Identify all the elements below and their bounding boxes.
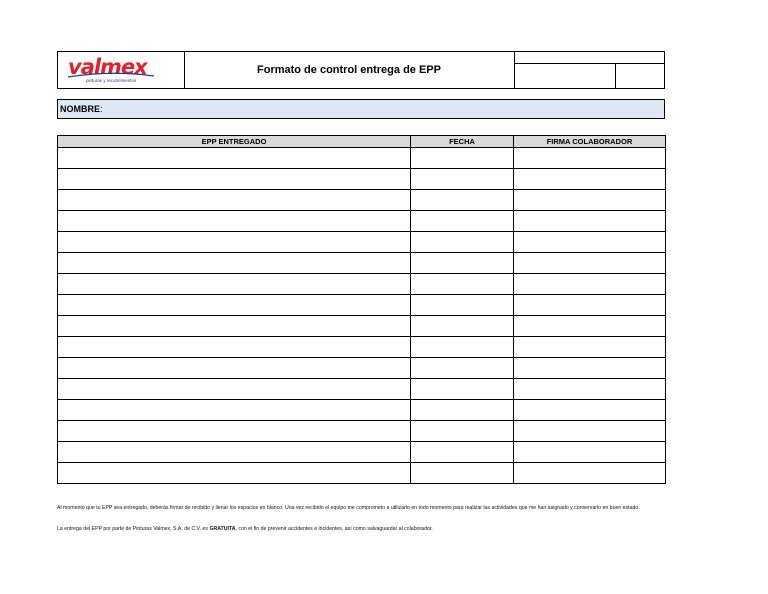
footer-note-2-bold: GRATUITA — [209, 526, 236, 532]
cell-firma[interactable] — [514, 463, 666, 484]
nombre-field[interactable] — [57, 99, 665, 119]
cell-epp[interactable] — [58, 442, 411, 463]
cell-fecha[interactable] — [411, 169, 514, 190]
cell-fecha[interactable] — [411, 295, 514, 316]
table-row — [58, 337, 666, 358]
column-header-firma: FIRMA COLABORADOR — [514, 136, 666, 148]
nombre-colon: : — [100, 104, 103, 114]
cell-epp[interactable] — [58, 232, 411, 253]
logo-tagline: pinturas y recubrimientos — [86, 78, 137, 83]
cell-epp[interactable] — [58, 148, 411, 169]
footer-note-2-post: , con el fin de prevenir accidentes e incidentes, así como salvaguardar al colaborador. — [235, 526, 433, 532]
table-row — [58, 148, 666, 169]
cell-firma[interactable] — [514, 358, 666, 379]
cell-epp[interactable] — [58, 463, 411, 484]
cell-firma[interactable] — [514, 421, 666, 442]
table-row — [58, 232, 666, 253]
epp-table — [57, 135, 666, 484]
table-row — [58, 211, 666, 232]
cell-epp[interactable] — [58, 379, 411, 400]
table-row — [58, 442, 666, 463]
cell-fecha[interactable] — [411, 274, 514, 295]
cell-fecha[interactable] — [411, 463, 514, 484]
cell-firma[interactable] — [514, 400, 666, 421]
cell-epp[interactable] — [58, 358, 411, 379]
cell-firma[interactable] — [514, 337, 666, 358]
cell-epp[interactable] — [58, 253, 411, 274]
cell-firma[interactable] — [514, 316, 666, 337]
table-row — [58, 190, 666, 211]
header-meta-top — [515, 52, 664, 64]
footer-note-1: Al momento que tu EPP sea entregado, deberás firmar de recibido y llenar los espacios en blanco. Una vez recibido el equipo me comprometo a utilizarlo en todo momento para realizar las actividades que me han asignado y conservarlo en buen estado. — [57, 505, 640, 511]
cell-firma[interactable] — [514, 169, 666, 190]
table-row — [58, 379, 666, 400]
cell-epp[interactable] — [58, 295, 411, 316]
table-row — [58, 295, 666, 316]
cell-firma[interactable] — [514, 379, 666, 400]
header-meta-box-2 — [616, 64, 664, 88]
cell-epp[interactable] — [58, 337, 411, 358]
table-row — [58, 274, 666, 295]
cell-fecha[interactable] — [411, 442, 514, 463]
cell-fecha[interactable] — [411, 379, 514, 400]
cell-epp[interactable] — [58, 190, 411, 211]
table-row — [58, 358, 666, 379]
cell-fecha[interactable] — [411, 358, 514, 379]
cell-fecha[interactable] — [411, 211, 514, 232]
table-row — [58, 400, 666, 421]
header-meta-box-1 — [515, 64, 616, 88]
cell-epp[interactable] — [58, 400, 411, 421]
cell-fecha[interactable] — [411, 190, 514, 211]
cell-fecha[interactable] — [411, 148, 514, 169]
cell-firma[interactable] — [514, 190, 666, 211]
cell-fecha[interactable] — [411, 232, 514, 253]
nombre-label: NOMBRE — [60, 104, 100, 114]
cell-fecha[interactable] — [411, 400, 514, 421]
cell-firma[interactable] — [514, 232, 666, 253]
footer-note-2 — [57, 526, 657, 533]
column-header-epp: EPP ENTREGADO — [58, 136, 411, 148]
cell-fecha[interactable] — [411, 316, 514, 337]
table-row — [58, 316, 666, 337]
cell-firma[interactable] — [514, 253, 666, 274]
cell-epp[interactable] — [58, 169, 411, 190]
valmex-logo: valmex — [68, 55, 147, 79]
table-row — [58, 253, 666, 274]
table-row — [58, 421, 666, 442]
form-title: Formato de control entrega de EPP — [184, 52, 515, 88]
table-header-row — [58, 136, 666, 148]
cell-fecha[interactable] — [411, 253, 514, 274]
column-header-fecha: FECHA — [411, 136, 514, 148]
cell-firma[interactable] — [514, 211, 666, 232]
cell-epp[interactable] — [58, 211, 411, 232]
footer-note-2-pre: La entrega del EPP por parte de Pinturas Valmex, S.A. de C.V. es — [57, 526, 210, 532]
cell-fecha[interactable] — [411, 337, 514, 358]
cell-firma[interactable] — [514, 274, 666, 295]
cell-epp[interactable] — [58, 421, 411, 442]
cell-firma[interactable] — [514, 442, 666, 463]
cell-epp[interactable] — [58, 316, 411, 337]
logo-cell — [58, 52, 185, 88]
cell-firma[interactable] — [514, 295, 666, 316]
cell-epp[interactable] — [58, 274, 411, 295]
table-row — [58, 169, 666, 190]
form-header — [57, 51, 665, 89]
cell-firma[interactable] — [514, 148, 666, 169]
table-row — [58, 463, 666, 484]
cell-fecha[interactable] — [411, 421, 514, 442]
